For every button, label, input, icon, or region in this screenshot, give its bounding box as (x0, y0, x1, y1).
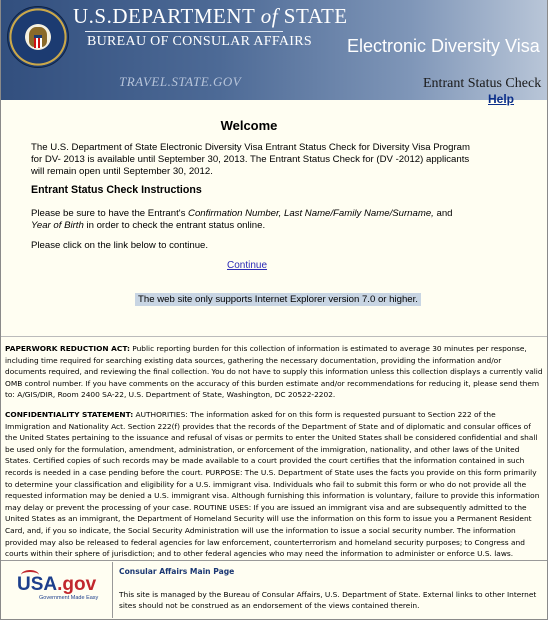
browser-support-note: The web site only supports Internet Explorer version 7.0 or higher. (135, 293, 421, 306)
help-link[interactable]: Help (488, 92, 515, 106)
paperwork-label: PAPERWORK REDUCTION ACT: (5, 344, 130, 353)
footer-vertical-divider (112, 562, 113, 618)
header-divider (85, 31, 283, 32)
click-instruction: Please click on the link below to continue. (31, 240, 209, 251)
footer-divider (1, 560, 547, 561)
instr-and: and (433, 208, 453, 219)
page-subtitle: Entrant Status Check (423, 76, 542, 91)
usa-gov-logo[interactable] (17, 574, 101, 604)
shield-icon (34, 35, 42, 48)
travel-state-gov-text: TRAVEL.STATE.GOV (119, 74, 242, 89)
usa-gov-tagline: Government Made Easy (39, 595, 99, 601)
instr-year: Year of Birth (31, 220, 84, 231)
confidentiality-statement (5, 409, 543, 560)
department-title (73, 4, 348, 29)
paperwork-text: Public reporting burden for this collection of information is estimated to average 30 minutes per response, including time required for searching existing data sources, gathering the necessary documentation, providing the information and/or documents required, and reviewing the final collection. You do not have to supply this information unless this collection displays a currently valid OMB control number. If you have comments on the accuracy of this burden estimate and/or recommendations for reducing it, please send them to: A/GIS/DIR, Room 2400 SA-22, U.S. Department of State, Washington, DC 20522-2202. (5, 344, 543, 400)
usa-gov-wordmark (17, 574, 96, 596)
instr-fields: Confirmation Number, Last Name/Family Name/Surname, (188, 208, 434, 219)
paperwork-reduction-act (5, 343, 543, 401)
header-banner (1, 0, 547, 100)
dept-title-of: of (260, 4, 279, 28)
consular-affairs-main-page-link[interactable]: Consular Affairs Main Page (119, 567, 235, 576)
confidentiality-text: AUTHORITIES: The information asked for on this form is requested pursuant to Section 222 of the Immigration and Nationality Act. Section 222(f) provides that the records of the Department of State and of diplomatic and consular offices of the United States pertaining to the issuance and refusal of visas or permits to enter the United States shall be considered confidential and shall be used only for the formulation, amendment, administration, or enforcement of the immigration, nationality, and other laws of the United States. Certified copies of such records may be made available to a court provided the court certifies that the information contained in such records is needed in a case pending before the court. PURPOSE: The U.S. Department of State uses the facts you provide on this form primarily to determine your classification and eligibility for a U.S. immigrant visa. Individuals who fail to submit this form or who do not provide all the requested information may be denied a U.S. immigrant visa. Although furnishing this information is voluntary, failure to provide this information may delay or prevent the processing of your case. ROUTINE USES: If you are issued an immigrant visa and are subsequently admitted to the United States as an immigrant, the Department of Homeland Security will use the information on this form to issue you a Permanent Resident Card, and, if you so indicate, the Social Security Administration will use the information to issue a social security number. The information provided may also be released to federal agencies for law enforcement, counterterrorism and homeland security purposes; to Congress and courts within their sphere of jurisdiction; and to other federal agencies who may need the information to administer or enforce U.S. laws. (5, 410, 540, 559)
welcome-heading: Welcome (220, 118, 278, 133)
instructions-heading: Entrant Status Check Instructions (31, 184, 202, 196)
department-seal-icon (7, 6, 69, 68)
instructions-paragraph (31, 208, 471, 232)
app-title: Electronic Diversity Visa (347, 36, 540, 56)
gov-text: .gov (57, 574, 97, 595)
content-divider (1, 336, 547, 337)
bureau-title: BUREAU OF CONSULAR AFFAIRS (87, 34, 312, 49)
dept-title-suffix: STATE (278, 4, 348, 28)
instr-post: in order to check the entrant status online. (83, 220, 266, 231)
continue-link[interactable]: Continue (227, 260, 268, 271)
usa-text: USA (17, 574, 58, 595)
instr-pre: Please be sure to have the Entrant's (31, 208, 189, 219)
intro-paragraph: The U.S. Department of State Electronic Diversity Visa Entrant Status Check for Diversity Visa Program for DV- 2013 is available until September 30, 2013. The Entrant Status Check for (DV -2012) applicants will remain open until September 30, 2012. (31, 142, 470, 177)
dept-title-prefix: U.S.DEPARTMENT (73, 4, 261, 28)
confidentiality-label: CONFIDENTIALITY STATEMENT: (5, 410, 134, 419)
footer-disclaimer: This site is managed by the Bureau of Consular Affairs, U.S. Department of State. External links to other Internet sites should not be construed as an endorsement of the views contained therein. (119, 590, 537, 610)
